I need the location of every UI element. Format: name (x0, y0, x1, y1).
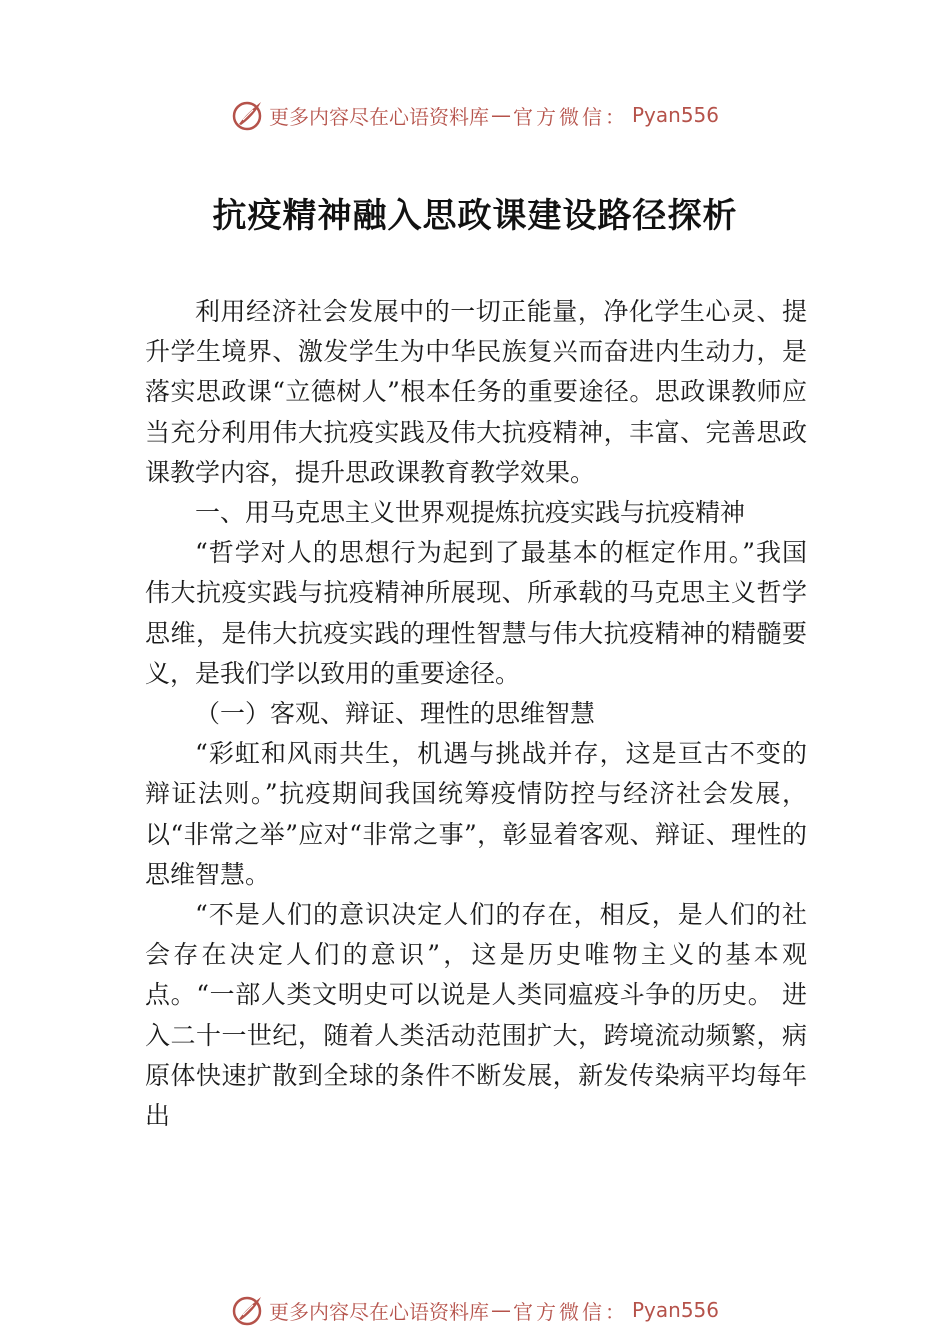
watermark-separator: — (490, 103, 511, 127)
watermark-separator: — (490, 1298, 511, 1322)
document-title: 抗疫精神融入思政课建设路径探析 (212, 196, 738, 236)
subsection-heading-1: （一）客观、辩证、理性的思维智慧 (195, 699, 596, 729)
document-body (145, 292, 807, 1136)
watermark-official: 官方微信： (512, 1299, 628, 1324)
footer-watermark (0, 1290, 950, 1330)
paragraph-rainbow: “彩虹和风雨共生，机遇与挑战并存，这是亘古不变的辩证法则。”抗疫期间我国统筹疫情防控与经济社会发展，以“非常之举”应对“非常之事”，彰显着客观、辩证、理性的思维智慧。 (145, 739, 807, 889)
paragraph-consciousness: “不是人们的意识决定人们的存在，相反，是人们的社会存在决定人们的意识”，这是历史唯物主义的基本观点。“一部人类文明史可以说是人类同瘟疫斗争的历史。 进 入二十一世纪，随着人类活动范围扩大，跨境流动频繁，病原体快速扩散到全球的条件不断发展，新发传染病平均每年出 (145, 900, 807, 1131)
paragraph-philosophy: “哲学对人的思想行为起到了最基本的框定作用。”我国伟大抗疫实践与抗疫精神所展现、所承载的马克思主义哲学思维，是伟大抗疫实践的理性智慧与伟大抗疫精神的精髓要义，是我们学以致用的重要途径。 (145, 538, 807, 688)
quill-logo-icon (231, 1293, 265, 1327)
watermark-official: 官方微信： (512, 104, 628, 129)
paragraph-intro: 利用经济社会发展中的一切正能量，净化学生心灵、提升学生境界、激发学生为中华民族复兴而奋进内生动力，是落实思政课“立德树人”根本任务的重要途径。思政课教师应当充分利用伟大抗疫实践及伟大抗疫精神，丰富、完善思政课教学内容，提升思政课教育教学效果。 (145, 297, 807, 487)
header-watermark (0, 95, 950, 135)
watermark-wechat-id: Pyan556 (631, 1298, 719, 1322)
watermark-brand: 更多内容尽在心语资料库 (268, 104, 489, 129)
watermark-wechat-id: Pyan556 (631, 103, 719, 127)
quill-logo-icon (231, 98, 265, 132)
watermark-brand: 更多内容尽在心语资料库 (268, 1299, 489, 1324)
section-heading-1: 一、用马克思主义世界观提炼抗疫实践与抗疫精神 (195, 498, 746, 528)
